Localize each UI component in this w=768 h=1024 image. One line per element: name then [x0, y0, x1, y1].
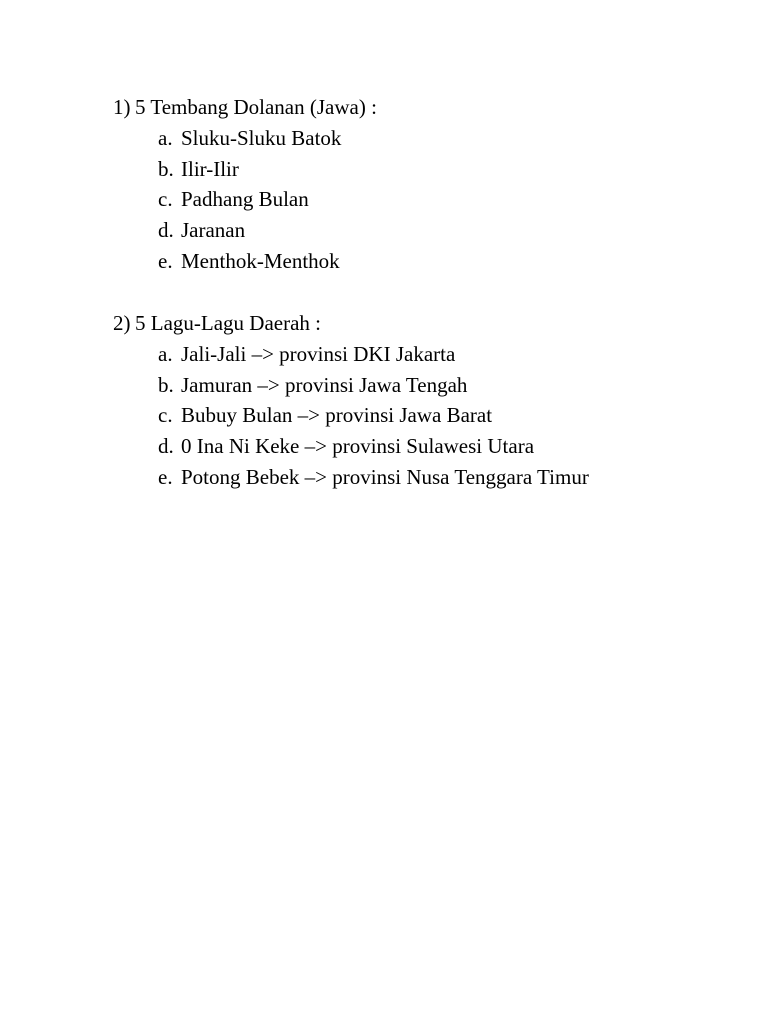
list-marker: b. — [158, 372, 174, 397]
list-item — [113, 154, 733, 185]
list-item-text: Jamuran –> provinsi Jawa Tengah — [181, 372, 468, 397]
list-item — [113, 339, 733, 370]
section-heading — [113, 92, 733, 123]
list-marker: a. — [158, 125, 173, 150]
section-title: 5 Tembang Dolanan (Jawa) : — [135, 95, 377, 119]
section-title: 5 Lagu-Lagu Daerah : — [135, 311, 321, 335]
list-item-text: Potong Bebek –> provinsi Nusa Tenggara Timur — [181, 464, 589, 489]
list-item-text: Ilir-Ilir — [181, 156, 239, 181]
list-marker: e. — [158, 464, 173, 489]
list-item-text: Jali-Jali –> provinsi DKI Jakarta — [181, 341, 456, 366]
list-item-text: Bubuy Bulan –> provinsi Jawa Barat — [181, 403, 493, 428]
song-list — [113, 339, 733, 493]
list-item-text: 0 Ina Ni Keke –> provinsi Sulawesi Utara — [181, 434, 535, 459]
list-marker: d. — [158, 218, 174, 243]
song-list — [113, 123, 733, 277]
section-number: 2) — [113, 311, 131, 335]
list-item-text: Sluku-Sluku Batok — [181, 125, 342, 150]
list-item — [113, 215, 733, 246]
section-lagu-daerah — [113, 308, 733, 493]
section-tembang-dolanan — [113, 92, 733, 277]
section-number: 1) — [113, 95, 131, 119]
list-marker: c. — [158, 403, 173, 428]
list-item — [113, 431, 733, 462]
list-item-text: Menthok-Menthok — [181, 248, 340, 273]
list-marker: b. — [158, 156, 174, 181]
list-marker: c. — [158, 187, 173, 212]
list-item — [113, 123, 733, 154]
list-item — [113, 246, 733, 277]
list-item-text: Padhang Bulan — [181, 187, 309, 212]
list-marker: e. — [158, 248, 173, 273]
list-item — [113, 370, 733, 401]
list-item — [113, 462, 733, 493]
list-marker: d. — [158, 434, 174, 459]
list-item — [113, 400, 733, 431]
list-item-text: Jaranan — [181, 218, 246, 243]
section-heading — [113, 308, 733, 339]
list-item — [113, 184, 733, 215]
list-marker: a. — [158, 341, 173, 366]
